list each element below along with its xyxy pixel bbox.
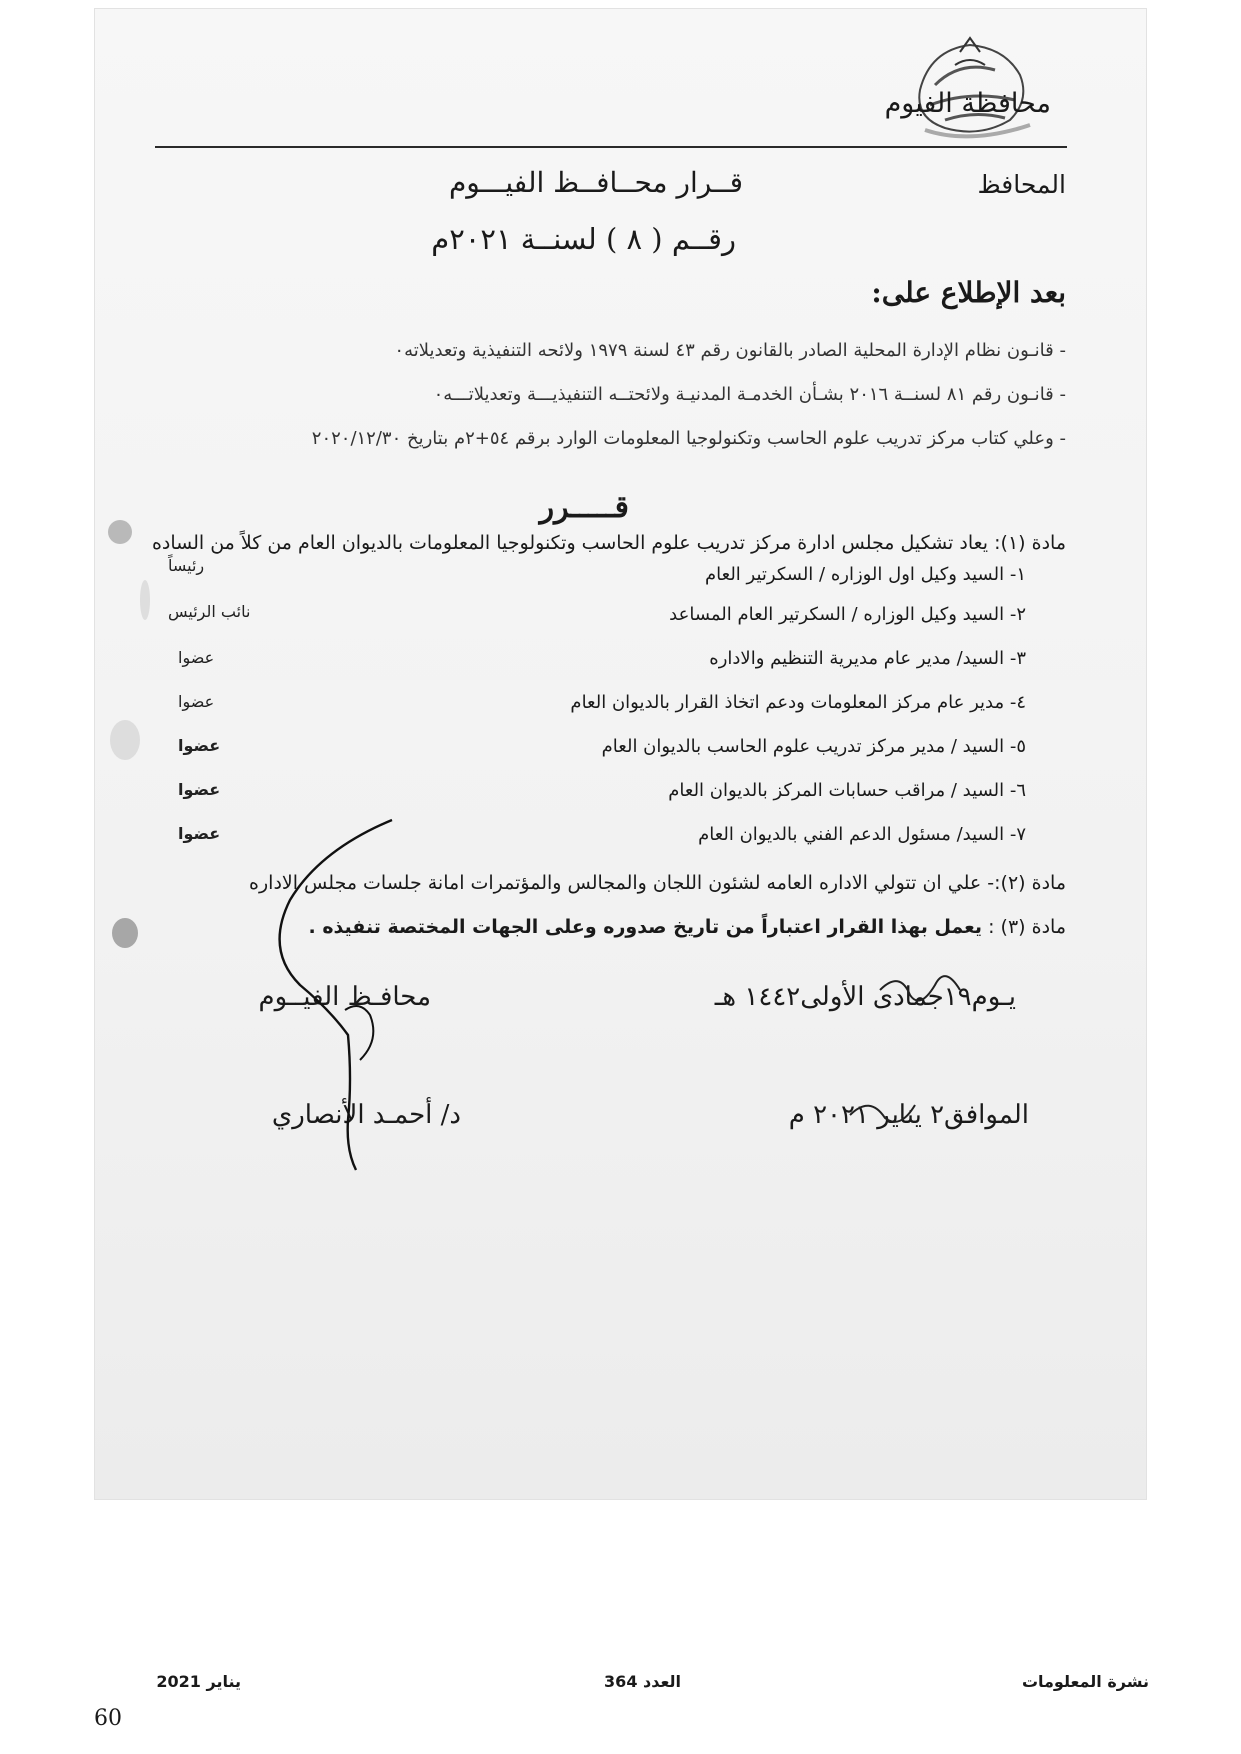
member-3-name: ٣- السيد/ مدير عام مديرية التنظيم والاداره: [709, 648, 1026, 669]
member-4-name: ٤- مدير عام مركز المعلومات ودعم اتخاذ القرار بالديوان العام: [570, 692, 1026, 713]
decree-number: رقــم ( ٨ ) لسنــة ٢٠٢١م: [431, 222, 736, 256]
member-6-name: ٦- السيد / مراقب حسابات المركز بالديوان العام: [668, 780, 1026, 801]
member-3-role: عضوا: [178, 648, 215, 667]
footer-date: يناير 2021: [156, 1672, 241, 1691]
member-5-name: ٥- السيد / مدير مركز تدريب علوم الحاسب بالديوان العام: [601, 736, 1026, 757]
member-1-role: رئيساً: [168, 556, 205, 575]
footer-publication: نشرة المعلومات: [1021, 1672, 1149, 1691]
article-3-prefix: مادة (٣) :: [988, 916, 1066, 938]
article-1-text: مادة (١): يعاد تشكيل مجلس ادارة مركز تدريب علوم الحاسب وتكنولوجيا المعلومات بالديوان العام من كلاً من الساده: [151, 532, 1066, 554]
signatory-name: د/ أحمـد الأنصاري: [271, 1100, 461, 1130]
member-7-name: ٧- السيد/ مسئول الدعم الفني بالديوان العام: [698, 824, 1026, 845]
reference-2: - قانـون رقم ٨١ لسنــة ٢٠١٦ بشـأن الخدمـة المدنيـة ولائحتــه التنفيذيـــة وتعديلاتـــه٠: [433, 384, 1066, 405]
article-2-text: مادة (٢):- علي ان تتولي الاداره العامه لشئون اللجان والمجالس والمؤتمرات امانة جلسات مجلس الاداره: [249, 872, 1066, 894]
article-3-text: يعمل بهذا القرار اعتباراً من تاريخ صدوره وعلى الجهات المختصة تنفيذه .: [308, 916, 983, 938]
member-6-role: عضوا: [178, 780, 221, 799]
member-4-role: عضوا: [178, 692, 215, 711]
page-number: 60: [94, 1706, 122, 1731]
governorate-brand: محافظة الفيوم: [884, 88, 1051, 119]
article-3: [308, 916, 1066, 938]
signatory-title: محافـظ الفيــوم: [258, 982, 431, 1012]
scan-speck: [140, 580, 150, 620]
scan-speck: [108, 520, 132, 544]
hijri-date: يـوم١٩جمادى الأولى١٤٤٢ هـ: [714, 982, 1016, 1012]
member-5-role: عضوا: [178, 736, 221, 755]
member-7-role: عضوا: [178, 824, 221, 843]
scan-speck: [110, 720, 140, 760]
reference-3: - وعلي كتاب مركز تدريب علوم الحاسب وتكنولوجيا المعلومات الوارد برقم ٥٤+٢م بتاريخ ٢٠٢٠/١٢/٣٠: [311, 428, 1066, 449]
preamble-heading: بعد الإطلاع على:: [871, 276, 1066, 309]
member-2-role: نائب الرئيس: [168, 602, 251, 621]
header-divider: [155, 146, 1067, 148]
member-1-name: ١- السيد وكيل اول الوزاره / السكرتير العام: [705, 564, 1026, 585]
decree-title: قــرار محــافــظ الفيـــوم: [448, 166, 743, 199]
member-2-name: ٢- السيد وكيل الوزاره / السكرتير العام المساعد: [669, 604, 1026, 625]
scan-speck: [112, 918, 138, 948]
governor-title: المحافظ: [977, 170, 1066, 199]
governorate-seal-icon: [900, 30, 1040, 140]
footer-issue: العدد 364: [604, 1672, 681, 1691]
gregorian-date: الموافق٢ يناير ٢٠٢١ م: [788, 1100, 1029, 1130]
decided-heading: قـــــرر: [539, 490, 629, 525]
reference-1: - قانـون نظام الإدارة المحلية الصادر بالقانون رقم ٤٣ لسنة ١٩٧٩ ولائحه التنفيذية وتعديلاته٠: [394, 340, 1066, 361]
